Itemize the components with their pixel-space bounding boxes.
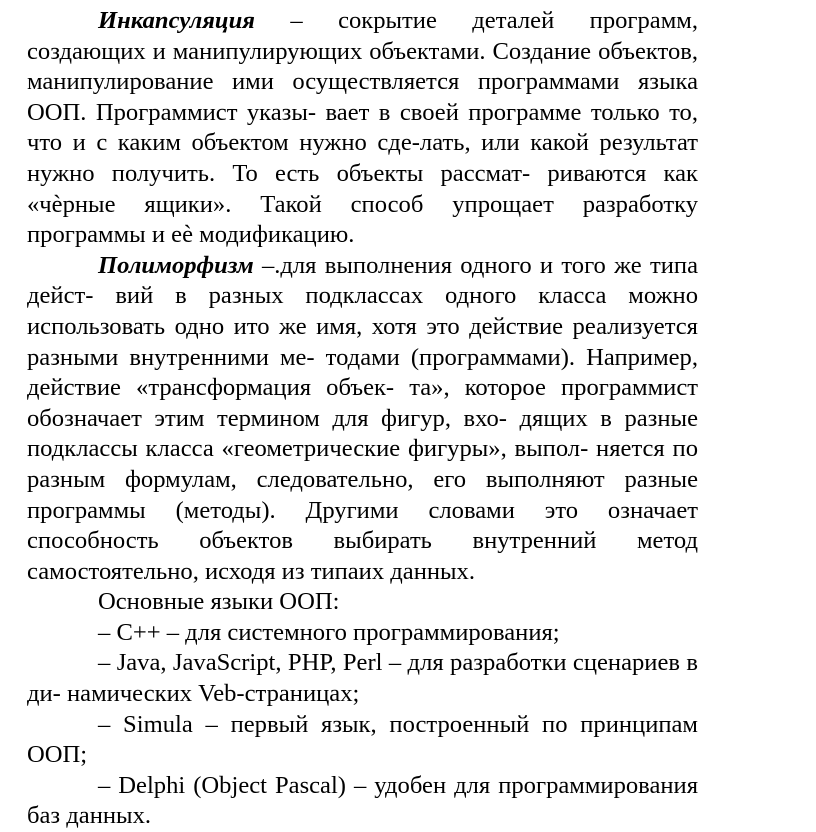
language-item-java: – Java, JavaScript, PHP, Perl – для разработки сценариев в ди- намических Veb-страницах; [27,649,698,708]
term-encapsulation: Инкапсуляция [98,7,255,34]
language-item-cpp: – C++ – для системного программирования; [98,618,560,646]
encapsulation-definition: – сокрытие деталей программ, создающих и манипулирующих объектами. Создание объектов, манипулирование ими осуществляется программами языка ООП. Программист указы- вает в своей программе только то, что и с каким объектом нужно сде-лать, или какой результат нужно получить. То есть объекты рассмат- риваются как «чѐрные ящики». Такой способ упрощает разработку программы и еѐ модификацию. [27,7,698,249]
term-polymorphism: Полиморфизм [98,251,254,279]
polymorphism-definition: –.для выполнения одного и того же типа дейст- вий в разных подклассах одного класса можно использовать одно ито же имя, хотя это действие реализуется разными внутренними ме- тодами (программами). Например, действие «трансформация объек- та», которое программист обозначает этим термином для фигур, вхо- дящих в разные подклассы класса «геометрические фигуры», выпол- няется по разным формулам, следовательно, его выполняют разные программы (методы). Другими словами это означает способность объектов выбирать внутренний метод самостоятельно, исходя из типаих данных. [27,251,698,585]
language-item-simula: – Simula – первый язык, построенный по принципам ООП; [27,710,698,769]
paragraph-encapsulation [27,6,698,251]
paragraph-polymorphism [27,251,698,588]
languages-heading: Основные языки ООП: [98,588,340,616]
language-item-delphi: – Delphi (Object Pascal) – удобен для программирования баз данных. [27,771,698,830]
